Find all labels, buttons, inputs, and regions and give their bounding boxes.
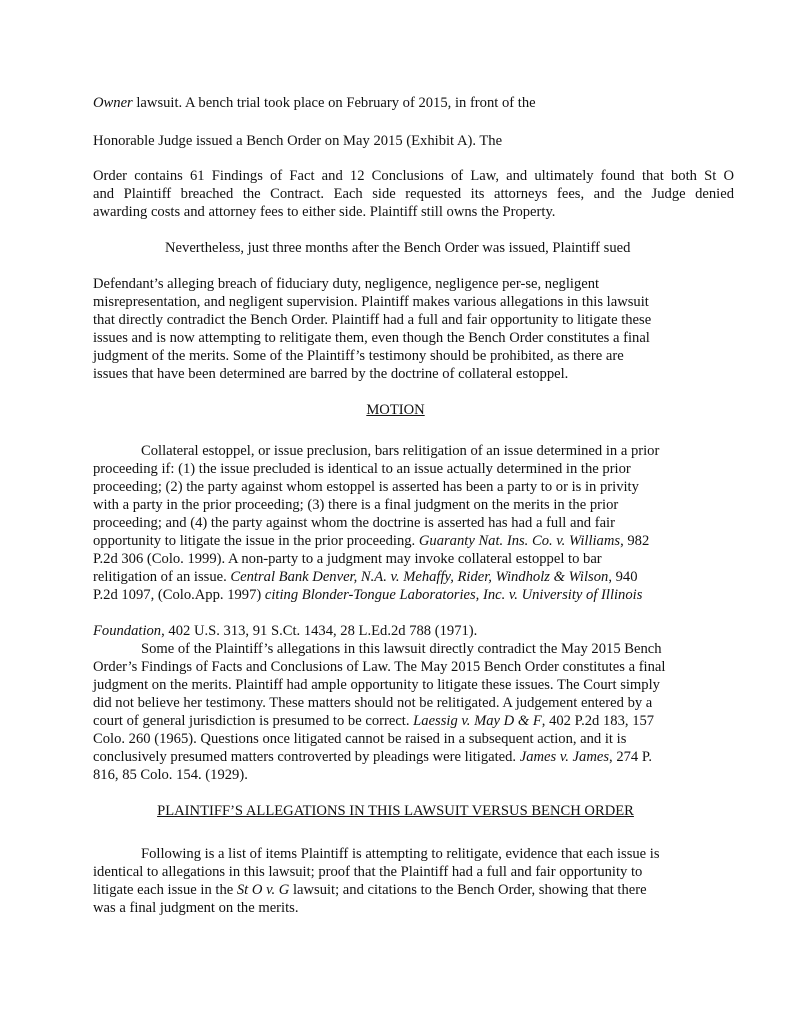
paragraph-line: Some of the Plaintiff’s allegations in this lawsuit directly contradict the May 2015 Bench (141, 641, 662, 657)
case-citation: Laessig v. May D & F (413, 713, 542, 729)
case-name-italic: Owner (93, 95, 133, 111)
paragraph-line (93, 532, 649, 550)
paragraph-line: identical to allegations in this lawsuit; proof that the Plaintiff had a full and fair opportunity to (93, 864, 643, 880)
case-citation: Foundation (93, 623, 162, 639)
paragraph-line: Nevertheless, just three months after the Bench Order was issued, Plaintiff sued (165, 240, 631, 256)
paragraph-line (93, 881, 647, 899)
paragraph-line: Honorable Judge issued a Bench Order on May 2015 (Exhibit A). The (93, 133, 503, 149)
section-heading (0, 802, 791, 820)
case-citation: Guaranty Nat. Ins. Co. v. Williams (418, 533, 621, 549)
paragraph-text: , 402 U.S. 313, 91 S.Ct. 1434, 28 L.Ed.2d 788 (1971). (161, 623, 478, 639)
paragraph-text: , 402 P.2d 183, 157 (541, 713, 655, 729)
paragraph-line: 816, 85 Colo. 154. (1929). (93, 767, 248, 783)
paragraph-text: lawsuit; and citations to the Bench Order, showing that there (289, 882, 647, 898)
paragraph-text: , 982 (620, 533, 650, 549)
case-citation: St O v. G (236, 882, 290, 898)
paragraph-line: proceeding; (2) the party against whom estoppel is asserted has been a party to or is in privity (93, 479, 639, 495)
paragraph-line: did not believe her testimony. These matters should not be relitigated. A judgement entered by a (93, 695, 653, 711)
paragraph-text: conclusively presumed matters controverted by pleadings were litigated. (93, 749, 520, 765)
paragraph-text: , 274 P. (609, 749, 652, 765)
paragraph-line (93, 712, 654, 730)
paragraph-line: and Plaintiff breached the Contract. Each side requested its attorneys fees, and the Judge denied (93, 186, 734, 202)
paragraph-line: misrepresentation, and negligent supervision. Plaintiff makes various allegations in this lawsuit (93, 294, 649, 310)
paragraph-line: with a party in the prior proceeding; (3) there is a final judgment on the merits in the prior (93, 497, 619, 513)
paragraph-text: court of general jurisdiction is presumed to be correct. (93, 713, 414, 729)
paragraph-line: was a final judgment on the merits. (93, 900, 299, 916)
paragraph-line: Order’s Findings of Facts and Conclusions of Law. The May 2015 Bench Order constitutes a final (93, 659, 666, 675)
paragraph-text: relitigation of an issue. (93, 569, 231, 585)
paragraph-text: lawsuit. A bench trial took place on February of 2015, in front of the (132, 95, 536, 111)
paragraph-line: Collateral estoppel, or issue preclusion, bars relitigation of an issue determined in a prior (141, 443, 660, 459)
paragraph-line: issues that have been determined are barred by the doctrine of collateral estoppel. (93, 366, 569, 382)
paragraph-line (93, 94, 536, 112)
paragraph-line: proceeding if: (1) the issue precluded is identical to an issue actually determined in the prior (93, 461, 631, 477)
paragraph-line (93, 586, 642, 604)
paragraph-line: that directly contradict the Bench Order. Plaintiff had a full and fair opportunity to litigate these (93, 312, 652, 328)
paragraph-line (93, 748, 652, 766)
case-citation: James v. James (519, 749, 610, 765)
case-citation: citing Blonder-Tongue Laboratories, Inc. v. University of Illinois (264, 587, 643, 603)
paragraph-line: Following is a list of items Plaintiff is attempting to relitigate, evidence that each issue is (141, 846, 660, 862)
section-heading (0, 401, 791, 419)
paragraph-text: opportunity to litigate the issue in the prior proceeding. (93, 533, 419, 549)
motion-heading: MOTION (366, 402, 425, 418)
paragraph-text: , 940 (608, 569, 638, 585)
paragraph-line: proceeding; and (4) the party against whom the doctrine is asserted has had a full and fair (93, 515, 615, 531)
paragraph-line: awarding costs and attorney fees to either side. Plaintiff still owns the Property. (93, 204, 556, 220)
paragraph-line: Order contains 61 Findings of Fact and 12 Conclusions of Law, and ultimately found that both St O (93, 168, 734, 184)
paragraph-line: judgment on the merits. Plaintiff had ample opportunity to litigate these issues. The Court simply (93, 677, 660, 693)
case-citation: Central Bank Denver, N.A. v. Mehaffy, Rider, Windholz & Wilson (230, 569, 609, 585)
paragraph-line: judgment of the merits. Some of the Plaintiff’s testimony should be prohibited, as there are (93, 348, 624, 364)
paragraph-line (93, 568, 638, 586)
allegations-heading: PLAINTIFF’S ALLEGATIONS IN THIS LAWSUIT VERSUS BENCH ORDER (157, 803, 634, 819)
paragraph-line (93, 622, 477, 640)
paragraph-line: Defendant’s alleging breach of fiduciary duty, negligence, negligence per-se, negligent (93, 276, 600, 292)
paragraph-line: P.2d 306 (Colo. 1999). A non-party to a judgment may invoke collateral estoppel to bar (93, 551, 602, 567)
paragraph-line: issues and is now attempting to relitigate them, even though the Bench Order constitutes a final (93, 330, 650, 346)
paragraph-line: Colo. 260 (1965). Questions once litigated cannot be raised in a subsequent action, and it is (93, 731, 627, 747)
paragraph-text: P.2d 1097, (Colo.App. 1997) (93, 587, 265, 603)
paragraph-text: litigate each issue in the (93, 882, 237, 898)
